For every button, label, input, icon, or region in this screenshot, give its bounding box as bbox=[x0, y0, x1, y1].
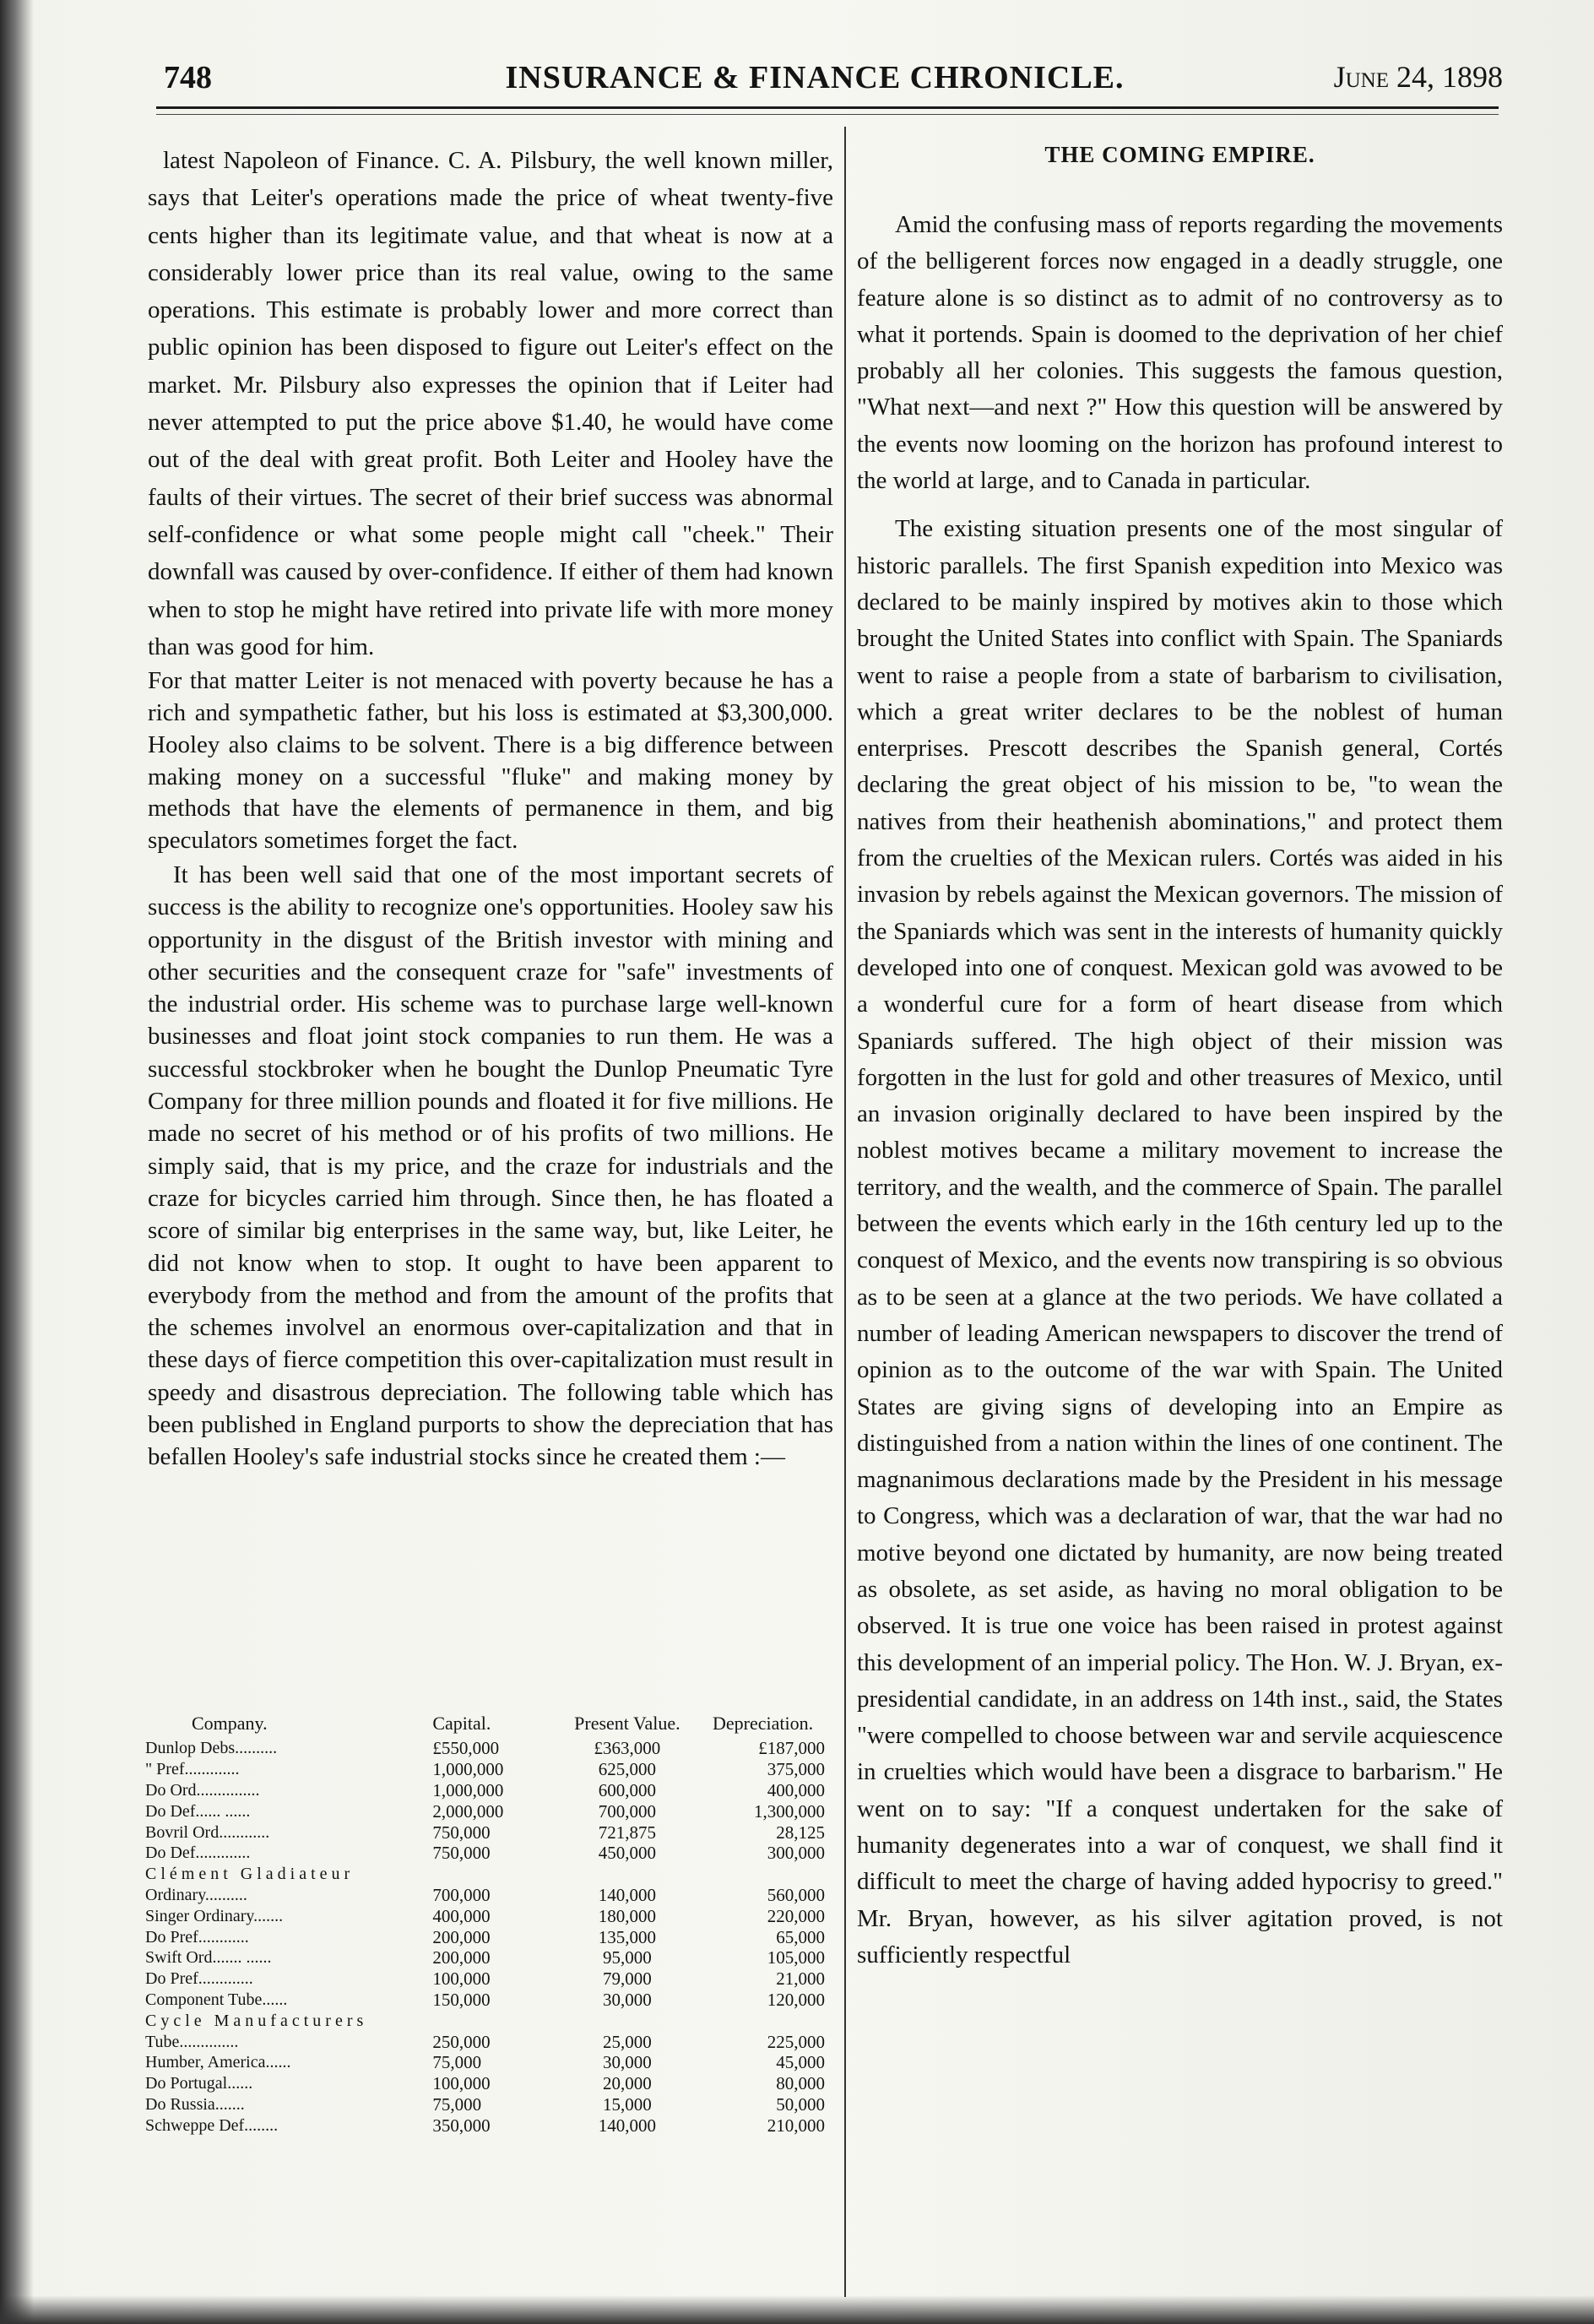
table-row bbox=[145, 1822, 825, 1843]
row-present-value: 600,000 bbox=[598, 1779, 656, 1800]
row-company: Singer Ordinary....... bbox=[145, 1906, 284, 1925]
table-row bbox=[145, 1885, 825, 1906]
row-present-value: 15,000 bbox=[603, 2093, 652, 2115]
article-title: THE COMING EMPIRE. bbox=[1044, 142, 1315, 167]
issue-date: June 24, 1898 bbox=[1333, 60, 1503, 94]
row-company: Do Def............. bbox=[145, 1843, 251, 1863]
row-present-value: 135,000 bbox=[598, 1926, 656, 1947]
table-row bbox=[145, 2094, 825, 2115]
row-present-value: 450,000 bbox=[598, 1843, 656, 1864]
row-present-value bbox=[554, 2010, 701, 2031]
row-present-value: 625,000 bbox=[598, 1759, 656, 1780]
row-capital: 750,000 bbox=[432, 1843, 491, 1864]
row-capital: £550,000 bbox=[432, 1738, 500, 1759]
header-rule-thick bbox=[156, 106, 1499, 109]
row-capital: 400,000 bbox=[432, 1905, 491, 1926]
column-divider bbox=[844, 127, 846, 2297]
row-present-value: 79,000 bbox=[603, 1968, 652, 1990]
row-company: Do Def...... ...... bbox=[145, 1801, 251, 1821]
row-company: Tube.............. bbox=[145, 2032, 239, 2051]
page-edge-shadow-left bbox=[0, 0, 34, 2324]
row-depreciation: 210,000 bbox=[767, 2115, 825, 2136]
row-depreciation bbox=[701, 1864, 825, 1885]
row-capital: 350,000 bbox=[432, 2115, 491, 2136]
row-depreciation: 220,000 bbox=[767, 1905, 825, 1926]
row-depreciation: 105,000 bbox=[767, 1947, 825, 1968]
table-row bbox=[145, 2073, 825, 2094]
header-present-value: Present Value. bbox=[574, 1713, 680, 1734]
row-capital: 250,000 bbox=[432, 2031, 491, 2052]
row-present-value: 95,000 bbox=[603, 1947, 652, 1968]
table-row bbox=[145, 1738, 825, 1759]
row-present-value bbox=[554, 1864, 701, 1885]
table-row bbox=[145, 1947, 825, 1968]
page-number: 748 bbox=[164, 60, 212, 95]
left-paragraph-1b: For that matter Leiter is not menaced with poverty because he has a rich and sympathetic father, but his loss is estimated at $3,300,000. Hooley also claims to be solvent. There is a big difference between making money on a successful "fluke" and making money by methods that have the elements of permanence in them, and big speculators sometimes forget the fact. bbox=[148, 667, 833, 855]
table-body bbox=[145, 1738, 825, 2136]
row-depreciation: 1,300,000 bbox=[754, 1800, 825, 1822]
row-capital bbox=[426, 2010, 553, 2031]
table-row bbox=[145, 2052, 825, 2073]
row-capital: 200,000 bbox=[432, 1926, 491, 1947]
row-depreciation: 21,000 bbox=[776, 1968, 825, 1990]
row-company: Bovril Ord............ bbox=[145, 1822, 270, 1842]
row-depreciation: 225,000 bbox=[767, 2031, 825, 2052]
table-row bbox=[145, 2115, 825, 2136]
left-paragraph-1a: latest Napoleon of Finance. C. A. Pilsbury, the well known miller, says that Leiter's operations made the price of wheat twenty-five cents higher than its legitimate value, and that wheat is now at a considerably lower price than its real value, owing to the same operations. This estimate is probably lower and more correct than public opinion has been disposed to figure out Leiter's effect on the market. Mr. Pilsbury also expresses the opinion that if Leiter had never attempted to put the price above $1.40, he would have come out of the deal with great profit. Both Leiter and Hooley have the faults of their virtues. The secret of their brief success was abnormal self-confidence or what some people might call "cheek." Their downfall was caused by over-confidence. If either of them had known when to stop he might have retired into private life with more money than was good for him. bbox=[148, 147, 833, 660]
row-company: Do Russia....... bbox=[145, 2094, 245, 2114]
table-row bbox=[145, 2031, 825, 2052]
row-depreciation bbox=[701, 2010, 825, 2031]
row-present-value: 721,875 bbox=[598, 1822, 656, 1843]
table-row bbox=[145, 1926, 825, 1947]
row-present-value: 700,000 bbox=[598, 1800, 656, 1822]
row-company: Do Ord............... bbox=[145, 1780, 260, 1800]
depreciation-table bbox=[145, 1713, 825, 2136]
row-depreciation: £187,000 bbox=[758, 1738, 825, 1759]
row-depreciation: 375,000 bbox=[767, 1759, 825, 1780]
row-capital: 2,000,000 bbox=[432, 1800, 504, 1822]
table-header-row bbox=[145, 1713, 825, 1738]
header-depreciation: Depreciation. bbox=[712, 1713, 814, 1734]
row-depreciation: 50,000 bbox=[776, 2093, 825, 2115]
table-row bbox=[145, 1905, 825, 1926]
row-present-value: £363,000 bbox=[594, 1738, 661, 1759]
row-company: Do Pref............ bbox=[145, 1927, 249, 1947]
row-depreciation: 28,125 bbox=[776, 1822, 825, 1843]
table-row bbox=[145, 1800, 825, 1822]
row-capital: 75,000 bbox=[432, 2052, 482, 2073]
row-company: Clément Gladiateur bbox=[145, 1865, 355, 1884]
right-paragraph-1: Amid the confusing mass of reports regarding the movements of the belligerent forces now engaged in a deadly struggle, one feature alone is so distinct as to admit of no controversy as to what it portends. Spain is doomed to the deprivation of her chief probably all her colonies. This suggests the famous question, "What next—and next ?" How this question will be answered by the events now looming on the horizon has profound interest to the world at large, and to Canada in particular. bbox=[857, 211, 1503, 495]
row-company: " Pref............. bbox=[145, 1760, 240, 1779]
row-capital: 200,000 bbox=[432, 1947, 491, 1968]
row-present-value: 140,000 bbox=[598, 2115, 656, 2136]
page-edge-shadow-bottom bbox=[0, 2295, 1594, 2324]
header-rule-thin bbox=[156, 114, 1499, 115]
row-company: Dunlop Debs.......... bbox=[145, 1739, 278, 1758]
table-row bbox=[145, 1759, 825, 1780]
row-company: Component Tube...... bbox=[145, 1990, 288, 2009]
row-depreciation: 65,000 bbox=[776, 1926, 825, 1947]
left-column bbox=[148, 142, 833, 1474]
row-depreciation: 400,000 bbox=[767, 1779, 825, 1800]
row-company: Cycle Manufacturers bbox=[145, 2011, 368, 2030]
row-capital: 700,000 bbox=[432, 1884, 491, 1905]
row-company: Ordinary.......... bbox=[145, 1885, 247, 1904]
row-company: Schweppe Def........ bbox=[145, 2115, 279, 2135]
row-company: Do Portugal...... bbox=[145, 2074, 253, 2093]
right-paragraph-2: The existing situation presents one of the most singular of historic parallels. The first Spanish expedition into Mexico was declared to be mainly inspired by motives akin to those which brought the United States into conflict with Spain. The Spaniards went to raise a people from a state of barbarism to civilisation, which a great writer declares to be the noblest of human enterprises. Prescott describes the Spanish general, Cortés declaring the great object of his mission to be, "to wean the natives from their heathenish abominations," and protect them from the cruelties of the Mexican rulers. Cortés was aided in his invasion by rebels against the Mexican governors. The mission of the Spaniards which was sent in the interests of humanity quickly developed into one of conquest. Mexican gold was avowed to be a wonderful cure for a form of heart disease from which Spaniards suffered. The high object of their mission was forgotten in the lust for gold and other treasures of Mexico, until an invasion originally declared to have been inspired by the noblest motives became a military movement to increase the territory, and the wealth, and the commerce of Spain. The parallel between the events which early in the 16th century led up to the conquest of Mexico, and the events now transpiring is so obvious as to be seen at a glance at the two periods. We have collated a number of leading American newspapers to discover the trend of opinion as to the outcome of the war with Spain. The United States are giving signs of developing into an Empire as distinguished from a nation within the lines of one continent. The magnanimous declarations made by the President in his message to Congress, which was a declaration of war, that the war had no motive beyond one dictated by humanity, are now being treated as obsolete, as set aside, as having no moral obligation to be observed. It is true one voice has been raised in protest against this development of an imperial policy. The Hon. W. J. Bryan, ex-presidential candidate, in an address on 14th inst., said, the States "were compelled to choose between war and servile acquiescence in cruelties which would have been a disgrace to barbarism." He went on to say: "If a conquest undertaken for the sake of humanity degenerates into a war of conquest, we shall find it difficult to meet the charge of having added hypocrisy to greed." Mr. Bryan, however, as his silver agitation proved, is not sufficiently respectful bbox=[857, 515, 1503, 1968]
journal-title: INSURANCE & FINANCE CHRONICLE. bbox=[505, 60, 1125, 95]
table-row bbox=[145, 1864, 825, 1885]
row-depreciation: 80,000 bbox=[776, 2073, 825, 2094]
row-capital: 750,000 bbox=[432, 1822, 491, 1843]
row-depreciation: 120,000 bbox=[767, 1989, 825, 2010]
row-capital: 150,000 bbox=[432, 1989, 491, 2010]
row-present-value: 20,000 bbox=[603, 2073, 652, 2094]
table-row bbox=[145, 1990, 825, 2011]
row-capital: 1,000,000 bbox=[432, 1779, 504, 1800]
row-capital: 1,000,000 bbox=[432, 1759, 504, 1780]
table-row bbox=[145, 1843, 825, 1864]
row-company: Swift Ord....... ...... bbox=[145, 1948, 272, 1968]
left-paragraph-2: It has been well said that one of the most important secrets of success is the ability to recognize one's opportunities. Hooley saw his opportunity in the disgust of the British investor with mining and other securities and the consequent craze for "safe" investments of the industrial order. His scheme was to purchase large well-known businesses and float joint stock companies to run them. He was a successful stockbroker when he bought the Dunlop Pneumatic Tyre Company for three million pounds and floated it for five millions. He made no secret of his method or of his profits of two millions. He simply said, that is my price, and the craze for industrials and the craze for bicycles carried him through. Since then, he has floated a score of similar big enterprises in the same way, but, like Leiter, he did not know when to stop. It ought to have been apparent to everybody from the method and from the amount of the profits that the schemes involvel an enormous over-capitalization and that in these days of fierce competition this over-capitalization must result in speedy and disastrous depreciation. The following table which has been published in England purports to show the depreciation that has befallen Hooley's safe industrial stocks since he created them :— bbox=[148, 861, 833, 1471]
row-depreciation: 300,000 bbox=[767, 1843, 825, 1864]
row-depreciation: 45,000 bbox=[776, 2052, 825, 2073]
row-company: Do Pref............. bbox=[145, 1969, 253, 1989]
header-company: Company. bbox=[192, 1713, 268, 1734]
right-column bbox=[857, 142, 1503, 1974]
row-depreciation: 560,000 bbox=[767, 1884, 825, 1905]
row-company: Humber, America...... bbox=[145, 2053, 291, 2072]
row-present-value: 140,000 bbox=[598, 1884, 656, 1905]
table-row bbox=[145, 1968, 825, 1990]
row-capital: 100,000 bbox=[432, 2073, 491, 2094]
page-header bbox=[127, 59, 1503, 110]
header-capital: Capital. bbox=[432, 1713, 491, 1734]
row-present-value: 30,000 bbox=[603, 2052, 652, 2073]
row-capital bbox=[426, 1864, 553, 1885]
row-capital: 75,000 bbox=[432, 2093, 482, 2115]
row-present-value: 25,000 bbox=[603, 2031, 652, 2052]
row-present-value: 180,000 bbox=[598, 1905, 656, 1926]
table-row bbox=[145, 2010, 825, 2031]
row-present-value: 30,000 bbox=[603, 1989, 652, 2010]
table-row bbox=[145, 1780, 825, 1801]
row-capital: 100,000 bbox=[432, 1968, 491, 1990]
